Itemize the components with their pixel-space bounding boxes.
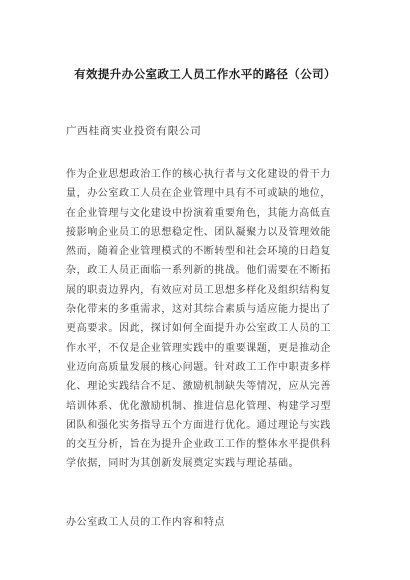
- document-title: 有效提升办公室政工人员工作水平的路径（公司）: [74, 67, 336, 81]
- paragraph-line: 业迈向高质量发展的核心问题。针对政工工作中职责多样: [66, 361, 331, 373]
- paragraph-line: 学依据，同时为其创新发展奠定实践与理论基础。: [66, 458, 300, 470]
- paragraph-line: 更高要求。因此，探讨如何全面提升办公室政工人员的工: [66, 323, 331, 335]
- paragraph-line: 培训体系、优化激励机制、推进信息化管理、构建学习型: [66, 400, 331, 412]
- paragraph-line: 然而，随着企业管理模式的不断转型和社会环境的日趋复: [66, 246, 331, 258]
- company-name: 广西桂商实业投资有限公司: [66, 125, 202, 137]
- paragraph-line: 的交互分析，旨在为提升企业政工工作的整体水平提供科: [66, 439, 331, 451]
- paragraph-line: 团队和强化实务指导五个方面进行优化。通过理论与实践: [66, 419, 331, 431]
- paragraph-line: 化、理论实践结合不足、激励机制缺失等情况，应从完善: [66, 381, 331, 393]
- paragraph-line: 在企业管理与文化建设中扮演着重要角色，其能力高低直: [66, 207, 331, 219]
- paragraph-line: 展的职责边界内，有效应对员工思想多样化及组织结构复: [66, 284, 331, 296]
- paragraph-line: 接影响企业员工的思想稳定性、团队凝聚力以及管理效能: [66, 226, 331, 238]
- paragraph-line: 作水平，不仅是企业管理实践中的重要课题，更是推动企: [66, 342, 331, 354]
- paragraph-line: 杂化带来的多重需求，这对其综合素质与适应能力提出了: [66, 304, 331, 316]
- paragraph-line: 量，办公室政工人员在企业管理中具有不可或缺的地位，: [66, 188, 331, 200]
- paragraph-line: 作为企业思想政治工作的核心执行者与文化建设的骨干力: [66, 169, 331, 180]
- paragraph-line: 杂，政工人员正面临一系列新的挑战。他们需要在不断拓: [66, 265, 331, 277]
- section-heading: 办公室政工人员的工作内容和特点: [66, 517, 225, 528]
- body-paragraph: [66, 165, 346, 474]
